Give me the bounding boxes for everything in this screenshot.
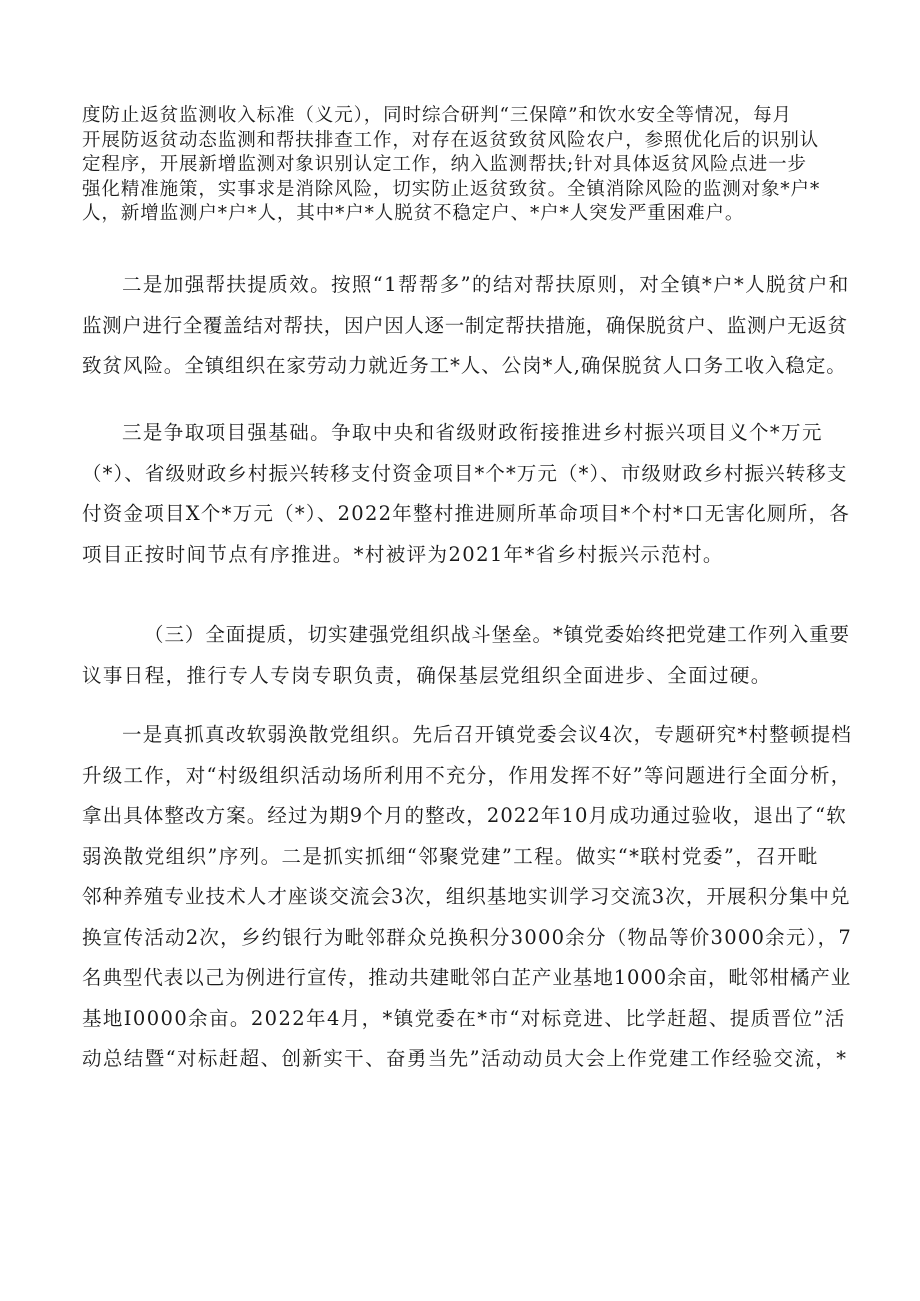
text-line: 基地I0000余亩。2022年4月，*镇党委在*市“对标竞进、比学赶超、提质晋位”活 xyxy=(82,1006,846,1030)
paragraph-point-one-party xyxy=(82,715,852,1080)
section-heading-line: （三）全面提质，切实建强党组织战斗堡垒。*镇党委始终把党建工作列入重要 xyxy=(144,623,851,646)
text-line: 换宣传活动2次，乡约银行为毗邻群众兑换积分3000余分（物品等价3000余元），7 xyxy=(82,925,853,949)
text-line: 拿出具体整改方案。经过为期9个月的整改，2022年10月成功通过验收，退出了“软 xyxy=(82,804,847,827)
text-line: 付资金项目X个*万元（*）、2022年整村推进厕所革命项目*个村*口无害化厕所，各 xyxy=(82,502,851,525)
text-line: 升级工作，对“村级组织活动场所利用不充分，作用发挥不好”等问题进行全面分析， xyxy=(82,763,852,787)
paragraph-point-three xyxy=(82,413,852,575)
text-line: 项目正按时间节点有序推进。*村被评为2021年*省乡村振兴示范村。 xyxy=(82,542,724,566)
text-line: 开展防返贫动态监测和帮扶排查工作，对存在返贫致贫风险农户，参照优化后的识别认 xyxy=(82,129,820,151)
text-line: 一是真抓真改软弱涣散党组织。先后召开镇党委会议4次，专题研究*村整顿提档 xyxy=(122,723,853,746)
paragraph-point-two xyxy=(82,265,852,387)
text-line: 邻种养殖专业技术人才座谈交流会3次，组织基地实训学习交流3次，开展积分集中兑 xyxy=(82,885,851,908)
paragraph-intro-continuation xyxy=(82,104,852,227)
text-line: 名典型代表以己为例进行宣传，推动共建毗邻白芷产业基地1000余亩，毗邻柑橘产业 xyxy=(82,966,852,989)
text-line: 度防止返贫监测收入标准（义元），同时综合研判“三保障”和饮水安全等情况，每月 xyxy=(82,105,792,126)
text-line: 致贫风险。全镇组织在家劳动力就近务工*人、公岗*人,确保脱贫人口务工收入稳定。 xyxy=(82,354,847,377)
paragraph-section-three xyxy=(82,615,852,696)
text-line: （*）、省级财政乡村振兴转移支付资金项目*个*万元（*）、市级财政乡村振兴转移支 xyxy=(82,461,848,485)
text-line: 议事日程，推行专人专岗专职负责，确保基层党组织全面进步、全面过硬。 xyxy=(82,663,772,687)
text-line: 强化精准施策，实事求是消除风险，切实防止返贫致贫。全镇消除风险的监测对象*户* xyxy=(82,178,821,200)
text-line: 动总结暨“对标赶超、创新实干、奋勇当先”活动动员大会上作党建工作经验交流，* xyxy=(82,1047,848,1070)
text-line: 监测户进行全覆盖结对帮扶，因户因人逐一制定帮扶措施，确保脱贫户、监测户无返贫 xyxy=(82,313,848,337)
text-line: 弱涣散党组织”序列。二是抓实抓细“邻聚党建”工程。做实“*联村党委”，召开毗 xyxy=(82,844,819,868)
text-line: 二是加强帮扶提质效。按照“1帮帮多”的结对帮扶原则，对全镇*户*人脱贫户和 xyxy=(122,273,850,296)
text-line: 定程序，开展新增监测对象识别认定工作，纳入监测帮扶;针对具体返贫风险点进一步 xyxy=(82,154,807,175)
text-line: 三是争取项目强基础。争取中央和省级财政衔接推进乡村振兴项目义个*万元 xyxy=(122,421,823,444)
text-line: 人，新增监测户*户*人，其中*户*人脱贫不稳定户、*户*人突发严重困难户。 xyxy=(82,203,745,224)
